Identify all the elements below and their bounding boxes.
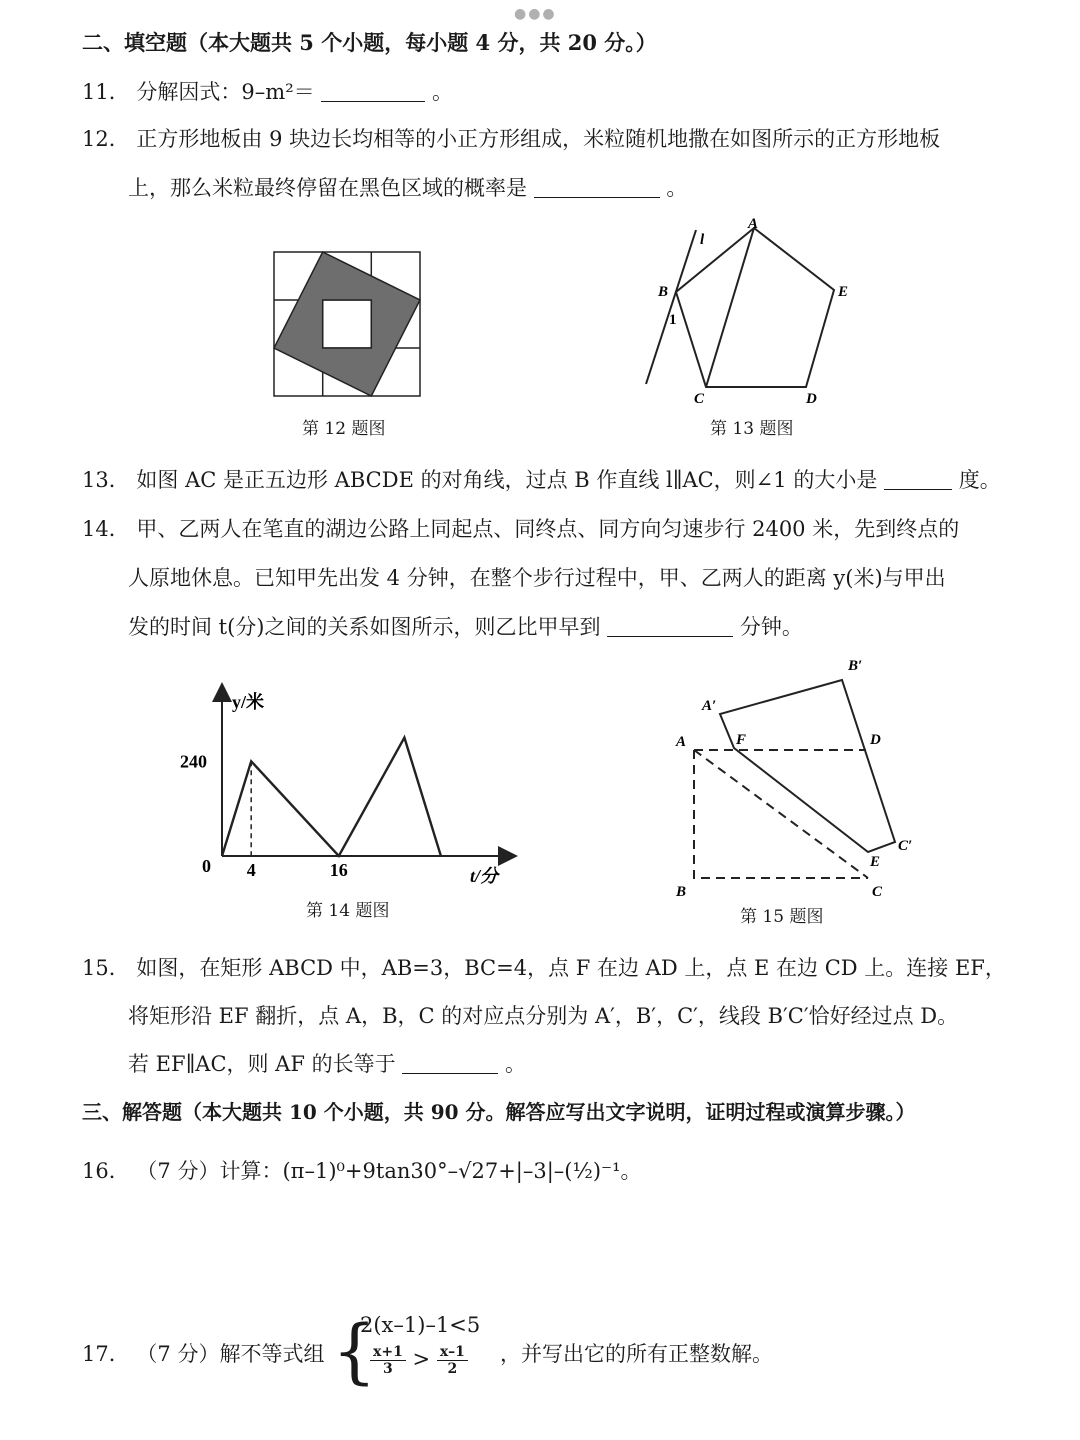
x-tick-label-4: 4 <box>246 860 256 880</box>
question-end: 。 <box>504 1052 526 1076</box>
fraction-left: $\frac{x+1}{3}$ <box>370 1344 406 1377</box>
question-11 <box>82 77 453 107</box>
question-15-line-2: 将矩形沿 EF 翻折，点 A，B，C 的对应点分别为 A′，B′，C′，线段 B′C′恰好经过点 D。 <box>128 1004 959 1028</box>
question-text: 如图，在矩形 ABCD 中，AB=3，BC=4，点 F 在边 AD 上，点 E 在边 CD 上。连接 EF， <box>136 956 1006 980</box>
question-14-line-3 <box>128 612 803 642</box>
question-14-line-2: 人原地休息。已知甲先出发 4 分钟，在整个步行过程中，甲、乙两人的距离 y(米)与甲出 <box>128 566 946 590</box>
question-prefix: （7 分）解不等式组 <box>136 1342 325 1366</box>
label-line-l: l <box>700 232 705 248</box>
inequality-1: 2(x–1)–1<5 <box>360 1313 481 1337</box>
x-axis-label: t/分 <box>470 866 499 886</box>
question-number: 13． <box>82 468 130 492</box>
question-17 <box>82 1339 324 1369</box>
label-angle-1: 1 <box>669 312 677 328</box>
question-number: 12． <box>82 127 130 151</box>
question-end: 。 <box>432 80 453 104</box>
question-text: 如图 AC 是正五边形 ABCDE 的对角线，过点 B 作直线 l∥AC，则∠1 的大小是 <box>136 468 878 492</box>
question-text: （7 分）计算：(π–1)⁰+9tan30°–√27+|–3|–(½)⁻¹。 <box>136 1159 642 1183</box>
question-number: 15． <box>82 956 130 980</box>
question-15-line-3 <box>128 1049 526 1079</box>
question-15-line-1 <box>82 953 1006 983</box>
figure-15-fold <box>668 652 928 902</box>
section-3-heading: 三、解答题（本大题共 10 个小题，共 90 分。解答应写出文字说明，证明过程或演算步骤。） <box>82 1100 916 1124</box>
question-end: 度。 <box>958 468 1001 492</box>
question-text: 分解因式：9–m²＝ <box>136 80 315 104</box>
origin-label: 0 <box>202 856 211 876</box>
answer-blank <box>607 616 733 637</box>
label-C: C <box>694 391 705 407</box>
label-A: A <box>748 216 759 232</box>
section-2-heading: 二、填空题（本大题共 5 个小题，每小题 4 分，共 20 分。） <box>82 30 657 55</box>
answer-blank <box>321 81 425 102</box>
answer-blank <box>402 1053 498 1074</box>
label-C-prime: C′ <box>898 838 913 854</box>
y-axis-label: y/米 <box>232 692 265 712</box>
figure-14-caption: 第 14 题图 <box>306 901 390 921</box>
label-D: D <box>870 732 881 748</box>
question-end: 。 <box>666 176 688 200</box>
question-text: 若 EF∥AC，则 AF 的长等于 <box>128 1052 396 1076</box>
answer-blank <box>534 177 660 198</box>
figure-12-grid <box>268 248 426 400</box>
question-number: 17． <box>82 1342 130 1366</box>
question-end: 分钟。 <box>739 615 803 639</box>
label-B-prime: B′ <box>848 658 863 674</box>
question-number: 11． <box>82 80 130 104</box>
label-C: C <box>872 884 883 900</box>
figure-13-caption: 第 13 题图 <box>710 419 794 439</box>
question-text: 发的时间 t(分)之间的关系如图所示，则乙比甲早到 <box>128 615 601 639</box>
y-tick-label-240: 240 <box>180 751 207 772</box>
distance-series-line <box>222 738 441 856</box>
question-text: 上，那么米粒最终停留在黑色区域的概率是 <box>128 176 527 200</box>
inequality-2 <box>370 1344 468 1377</box>
comparison-operator: > <box>412 1347 431 1371</box>
figure-15-caption: 第 15 题图 <box>740 907 824 927</box>
label-F: F <box>736 732 747 748</box>
question-13 <box>82 465 1001 495</box>
question-12-line-1 <box>82 124 940 154</box>
question-17-suffix: ，并写出它的所有正整数解。 <box>500 1342 773 1366</box>
label-A-prime: A′ <box>702 698 717 714</box>
figure-12-caption: 第 12 题图 <box>302 419 386 439</box>
label-B: B <box>658 284 669 300</box>
question-number: 16． <box>82 1159 130 1183</box>
answer-blank <box>884 469 952 490</box>
figure-14-chart <box>170 680 530 895</box>
question-text: 甲、乙两人在笔直的湖边公路上同起点、同终点、同方向匀速步行 2400 米，先到终点的 <box>136 517 960 541</box>
system-brace-icon: { <box>332 1310 377 1392</box>
label-D: D <box>806 391 817 407</box>
figure-13-pentagon <box>636 212 866 412</box>
label-A: A <box>676 734 687 750</box>
more-options-icon[interactable]: ●●● <box>514 6 557 22</box>
x-tick-label-16: 16 <box>329 860 348 880</box>
question-12-line-2 <box>128 173 687 203</box>
label-B: B <box>676 884 687 900</box>
label-E: E <box>870 854 881 870</box>
question-16 <box>82 1156 642 1186</box>
question-14-line-1 <box>82 514 959 544</box>
question-number: 14． <box>82 517 130 541</box>
question-text: 正方形地板由 9 块边长均相等的小正方形组成，米粒随机地撒在如图所示的正方形地板 <box>136 127 941 151</box>
fraction-right: $\frac{x-1}{2}$ <box>437 1344 468 1377</box>
label-E: E <box>838 284 849 300</box>
